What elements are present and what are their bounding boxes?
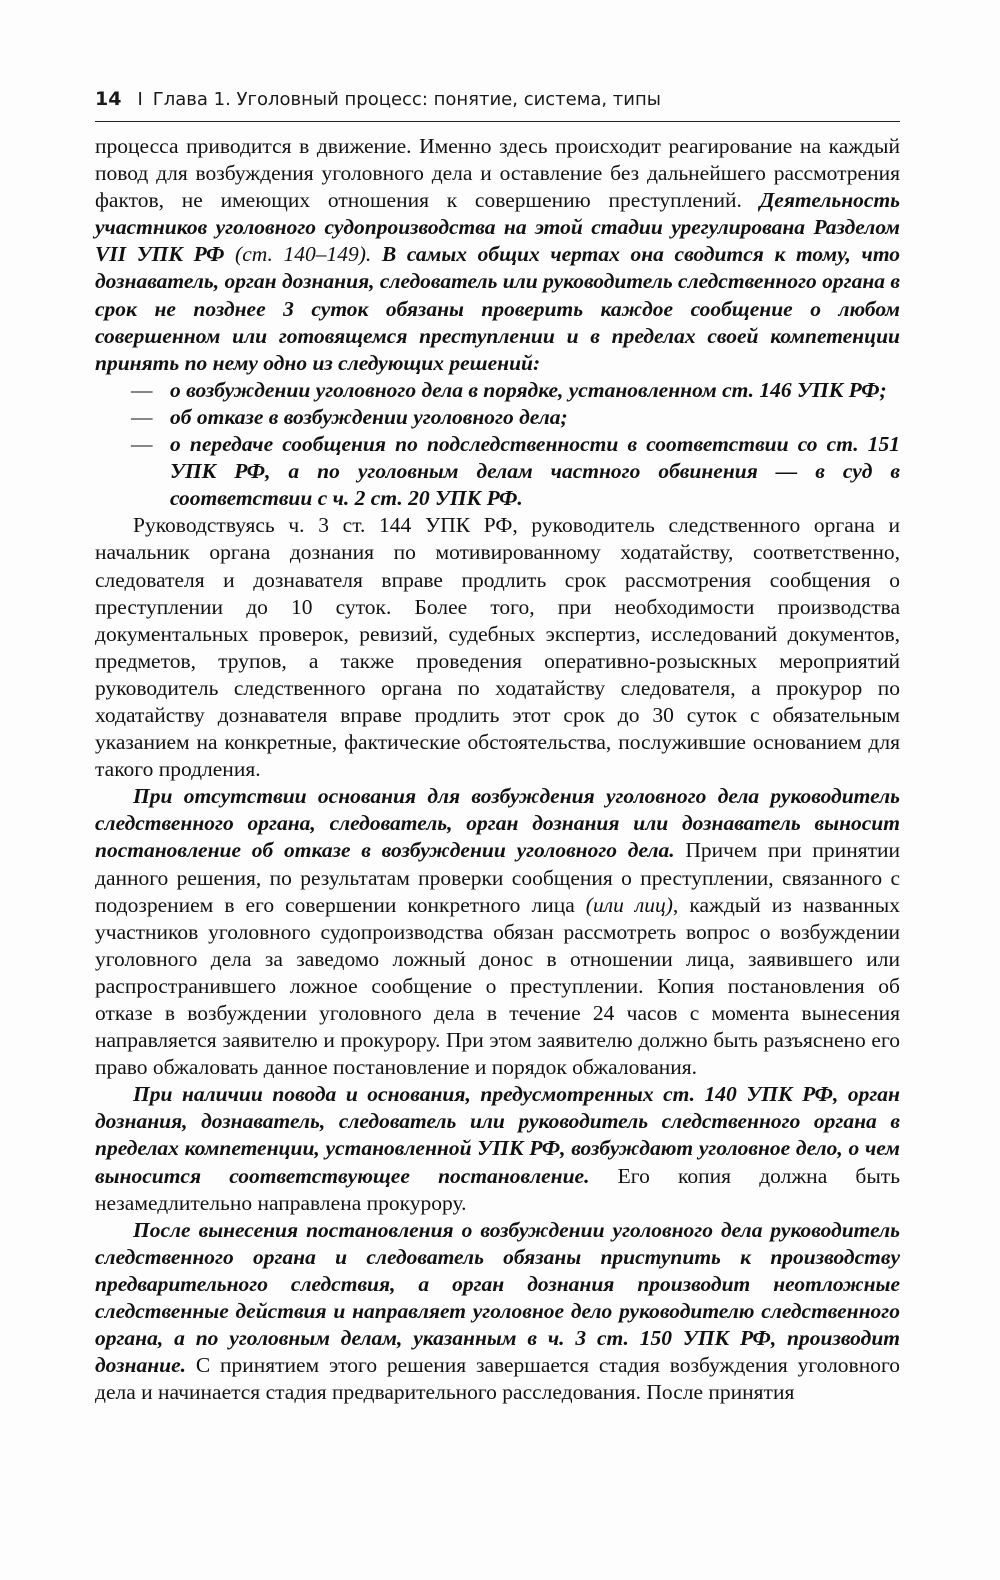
list-item-text: о передаче сообщения по подследственности в соответствии со ст. 151 УПК РФ, а по уголовным делам частного обвинения — в суд в соответствии с ч. 2 ст. 20 УПК РФ.: [170, 432, 900, 511]
paragraph-1: [95, 133, 900, 377]
p4-text: Его копия должна быть незамедлительно направлена прокурору.: [95, 1163, 900, 1215]
chapter-title: Глава 1. Уголовный процесс: понятие, система, типы: [152, 89, 661, 110]
decision-list: [95, 377, 900, 512]
p3-text-1: Причем при принятии данного решения, по результатам проверки сообщения о преступлении, связанного с подозрением в его совершении конкретного лица: [95, 838, 900, 917]
list-item: [95, 431, 900, 512]
p5-text: С принятием этого решения завершается стадия возбуждения уголовного дела и начинается стадия предварительного расследования. После принятия: [95, 1353, 900, 1405]
paragraph-5: [95, 1217, 900, 1407]
paragraph-4: [95, 1081, 900, 1216]
p1-emphasis-2: В самых общих чертах она сводится к тому, что дознаватель, орган дознания, следователь или руководитель следственного органа в срок не позднее 3 суток обязаны проверить каждое сообщение о любом совершенном или готовящемся преступлении и в пределах своей компетенции принять по нему одно из следующих решений:: [95, 242, 901, 375]
p3-text-2: , каждый из названных участников уголовного судопроизводства обязан рассмотреть вопрос о возбуждении уголовного дела за заведомо ложный донос в отношении лица, заявившего или распространившего ложное сообщение о преступлении. Копия постановления об отказе в возбуждении уголовного дела в течение 24 часов с момента вынесения направляется заявителю и прокурору. При этом заявителю должно быть разъяснено его право обжаловать данное постановление и порядок обжалования.: [95, 892, 900, 1080]
page-number: 14: [95, 88, 122, 110]
p4-emphasis: При наличии повода и основания, предусмотренных ст. 140 УПК РФ, орган дознания, дознаватель, следователь или руководитель следственного органа в пределах компетенции, установленной УПК РФ, возбуждают уголовное дело, о чем выносится соответствующее постановление.: [95, 1082, 900, 1188]
dash-marker: —: [131, 432, 153, 457]
dash-marker: —: [131, 404, 153, 429]
p1-text: процесса приводится в движение. Именно здесь происходит реагирование на каждый повод для возбуждения уголовного дела и оставление без дальнейшего рассмотрения фактов, не имеющих отношения к совершению преступлений.: [95, 134, 900, 213]
list-item: [95, 404, 900, 431]
list-item-text: об отказе в возбуждении уголовного дела;: [170, 404, 568, 429]
list-item: [95, 377, 900, 404]
page-body: [95, 133, 900, 1406]
header-separator: I: [137, 89, 143, 110]
p3-emphasis: При отсутствии основания для возбуждения уголовного дела руководитель следственного органа, следователь, орган дознания или дознаватель выносит постановление об отказе в возбуждении уголовного дела.: [95, 784, 900, 863]
running-header: [95, 88, 900, 116]
p3-italic: (или лиц): [585, 892, 673, 917]
paragraph-3: [95, 783, 900, 1081]
dash-marker: —: [131, 377, 153, 402]
p5-emphasis: После вынесения постановления о возбуждении уголовного дела руководитель следственного органа и следователь обязаны приступить к производству предварительного следствия, а орган дознания производит неотложные следственные действия и направляет уголовное дело руководителю следственного органа, а по уголовным делам, указанным в ч. 3 ст. 150 УПК РФ, производит дознание.: [95, 1217, 900, 1378]
list-item-text: о возбуждении уголовного дела в порядке, установленном ст. 146 УПК РФ;: [170, 377, 887, 402]
p1-article-ref: (ст. 140–149).: [235, 242, 382, 267]
header-rule: [95, 121, 900, 122]
p1-emphasis-1: Деятельность участников уголовного судопроизводства на этой стадии урегулирована Разделом VII УПК РФ: [95, 188, 900, 267]
paragraph-2: Руководствуясь ч. 3 ст. 144 УПК РФ, руководитель следственного органа и начальник органа дознания по мотивированному ходатайству, соответственно, следователя и дознавателя вправе продлить срок рассмотрения сообщения о преступлении до 10 суток. Более того, при необходимости производства документальных проверок, ревизий, судебных экспертиз, исследований документов, предметов, трупов, а также проведения оперативно-розыскных мероприятий руководитель следственного органа по ходатайству следователя, а прокурор по ходатайству дознавателя вправе продлить этот срок до 30 суток с обязательным указанием на конкретные, фактические обстоятельства, послужившие основанием для такого продления.: [95, 513, 900, 782]
